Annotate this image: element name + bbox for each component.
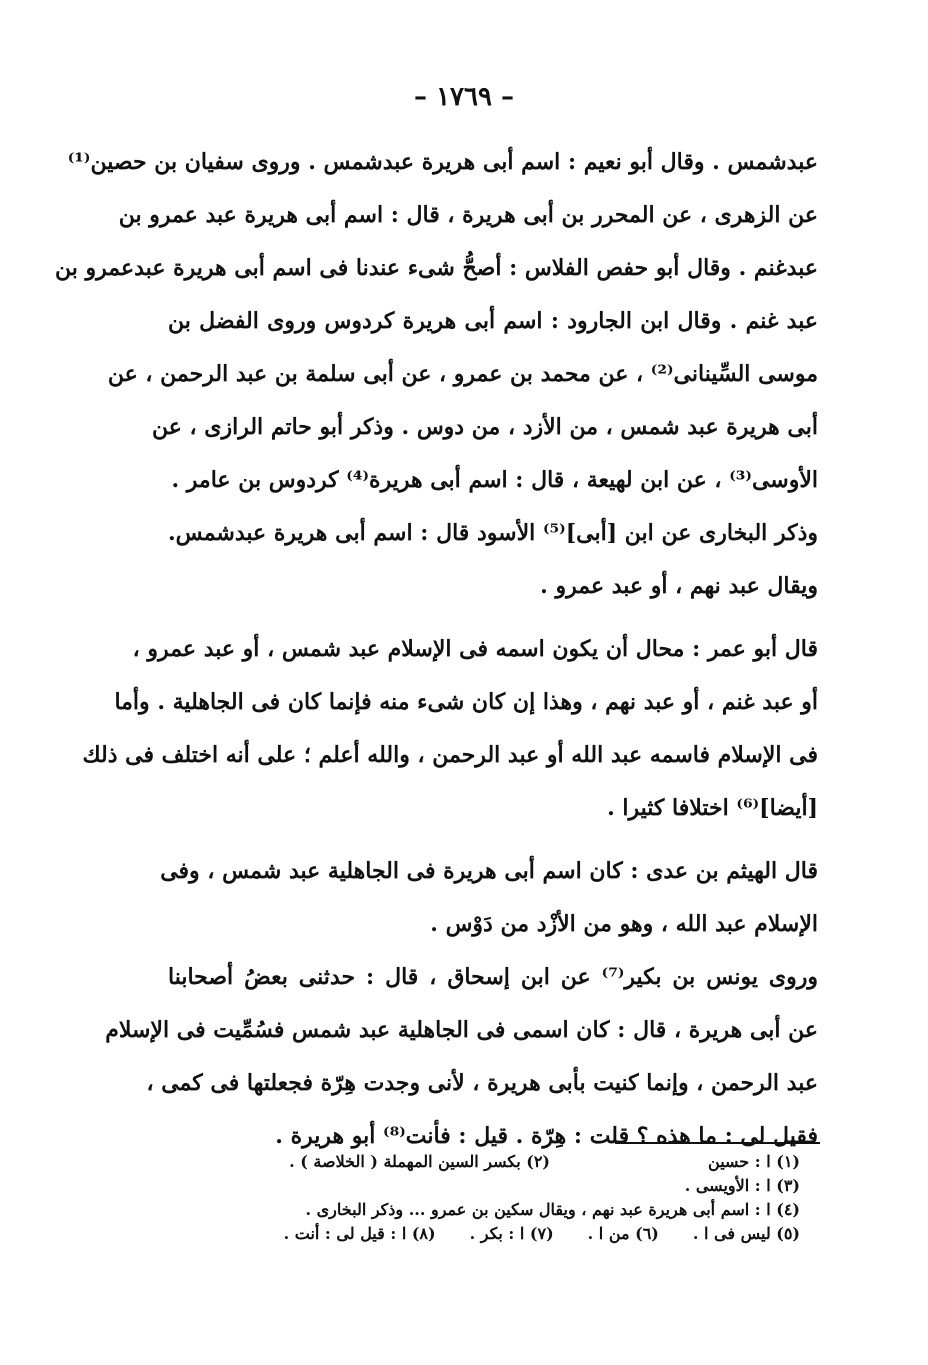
text-line: عبدغنم . وقال أبو حفص الفلاس : أصحُّ شىء عندنا فى اسم أبى هريرة عبدعمرو بن (55, 255, 818, 281)
footnote-row (180, 1222, 800, 1246)
footnotes (180, 1150, 800, 1246)
text-line: عبد الرحمن ، وإنما كنيت بأبى هريرة ، لأنى وجدت هِرّة فجعلتها فى كمى ، (146, 1070, 818, 1096)
footnote-2: (٢) بكسر السين المهملة ( الخلاصة ) . (289, 1152, 550, 1171)
text-line: عن أبى هريرة ، قال : كان اسمى فى الجاهلية عبد شمس فسُمِّيت فى الإسلام (105, 1017, 818, 1043)
text-line: [أيضا]⁽⁶⁾ اختلافا كثيرا . (607, 795, 818, 821)
footnote-7: (٧) ا : بكر . (469, 1224, 554, 1243)
text-line: أبى هريرة عبد شمس ، من الأزد ، من دوس . وذكر أبو حاتم الرازى ، عن (151, 414, 818, 440)
footnote-row (180, 1198, 800, 1222)
text-line: الأوسى⁽³⁾ ، عن ابن لهيعة ، قال : اسم أبى هريرة⁽⁴⁾ كردوس بن عامر . (171, 467, 818, 493)
page-number: – ١٧٦٩ – (414, 82, 514, 112)
footnote-6: (٦) من ا . (587, 1224, 659, 1243)
text-line: أو عبد غنم ، أو عبد نهم ، وهذا إن كان شىء منه فإنما كان فى الجاهلية . وأما (114, 689, 818, 715)
text-line: عبد غنم . وقال ابن الجارود : اسم أبى هريرة كردوس وروى الفضل بن (168, 308, 818, 334)
text-line: موسى السِّينانى⁽²⁾ ، عن محمد بن عمرو ، عن أبى سلمة بن عبد الرحمن ، عن (107, 361, 818, 387)
text-line: فقيل لى : ما هذه ؟ قلت : هِرّة . قيل : فأنت⁽⁸⁾ أبو هريرة . (275, 1123, 818, 1149)
text-line: قال أبو عمر : محال أن يكون اسمه فى الإسلام عبد شمس ، أو عبد عمرو ، (132, 636, 818, 662)
footnote-8: (٨) ا : قيل لى : أنت . (283, 1224, 436, 1243)
text-line: عبدشمس . وقال أبو نعيم : اسم أبى هريرة عبدشمس . وروى سفيان بن حصين⁽¹⁾ (67, 149, 818, 175)
footnote-separator (615, 1142, 820, 1144)
text-line: عن الزهرى ، عن المحرر بن أبى هريرة ، قال : اسم أبى هريرة عبد عمرو بن (118, 202, 818, 228)
text-line: فى الإسلام فاسمه عبد الله أو عبد الرحمن ، والله أعلم ؛ على أنه اختلف فى ذلك (82, 742, 818, 768)
footnote-1: (١) ا : حسين (708, 1152, 800, 1171)
footnote-5: (٥) ليس فى ا . (692, 1224, 800, 1243)
text-line: الإسلام عبد الله ، وهو من الأزْد من دَوْس . (430, 911, 818, 937)
text-line: وذكر البخارى عن ابن [أبى]⁽⁵⁾ الأسود قال : اسم أبى هريرة عبدشمس. (168, 520, 818, 546)
text-line: ويقال عبد نهم ، أو عبد عمرو . (540, 573, 818, 599)
paragraph-5 (105, 951, 819, 1163)
paragraph-1 (55, 136, 818, 507)
footnote-row (180, 1174, 800, 1198)
main-text (55, 136, 819, 1163)
footnote-row (180, 1150, 800, 1174)
text-line: وروى يونس بن بكير⁽⁷⁾ عن ابن إسحاق ، قال : حدثنى بعضُ أصحابنا (168, 964, 819, 990)
footnote-4: (٤) ا : اسم أبى هريرة عبد نهم ، ويقال سكين بن عمرو ... وذكر البخارى . (305, 1200, 800, 1219)
paragraph-3 (82, 623, 818, 835)
text-line: قال الهيثم بن عدى : كان اسم أبى هريرة فى الجاهلية عبد شمس ، وفى (160, 858, 818, 884)
footnote-3: (٣) ا : الأويسى . (684, 1176, 800, 1195)
paragraph-4 (160, 845, 818, 951)
paragraph-2 (168, 507, 818, 613)
